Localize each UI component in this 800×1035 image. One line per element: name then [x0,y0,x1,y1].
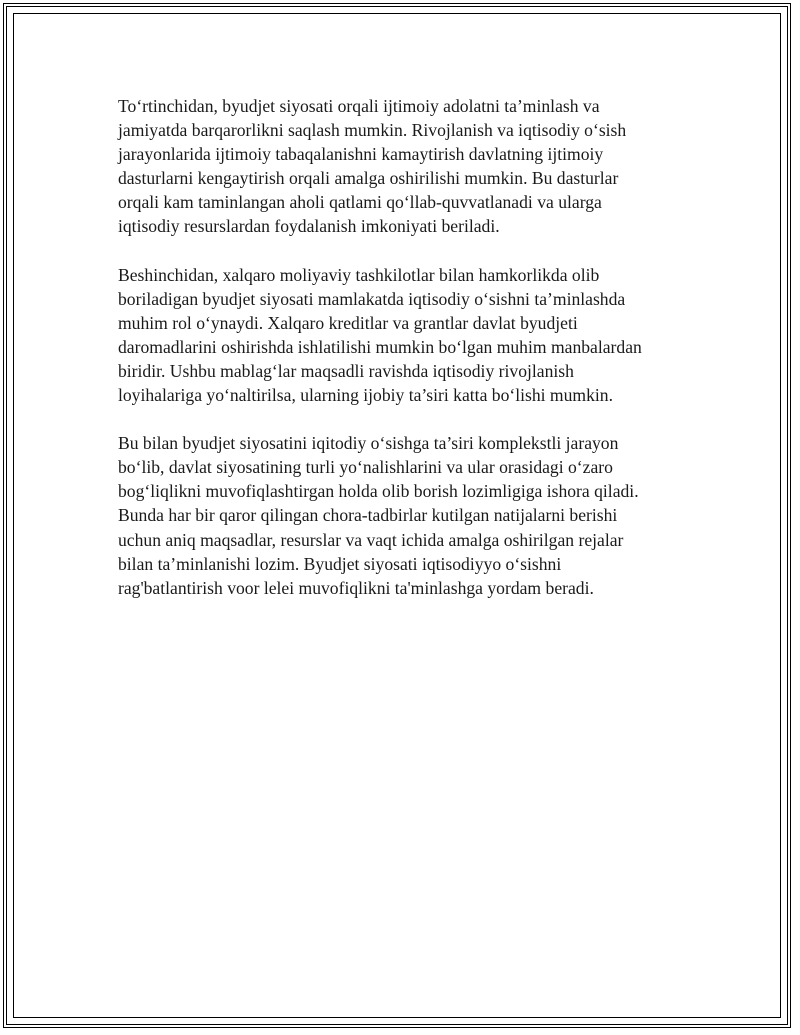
text-line: Bu bilan byudjet siyosatini iqitodiy o‘sishga ta’siri komplekstli jarayon [118,433,619,454]
text-line: loyihalariga yo‘naltirilsa, ularning ijobiy ta’siri katta bo‘lishi mumkin. [118,385,613,406]
text-line: Bunda har bir qaror qilingan chora-tadbirlar kutilgan natijalarni berishi [118,505,618,526]
text-line: muhim rol o‘ynaydi. Xalqaro kreditlar va grantlar davlat byudjeti [118,312,578,333]
paragraph-1 [118,94,678,239]
text-line: biridir. Ushbu mablag‘lar maqsadli ravishda iqtisodiy rivojlanish [118,360,574,381]
text-line: iqtisodiy resurslardan foydalanish imkoniyati beriladi. [118,216,500,237]
text-line: jamiyatda barqarorlikni saqlash mumkin. Rivojlanish va iqtisodiy o‘sish [118,120,627,141]
paragraph-3 [118,431,678,600]
text-line: Beshinchidan, xalqaro moliyaviy tashkilotlar bilan hamkorlikda olib [118,264,600,285]
paragraph-2 [118,263,678,408]
text-line: dasturlarni kengaytirish orqali amalga oshirilishi mumkin. Bu dasturlar [118,168,619,189]
text-line: bog‘liqlikni muvofiqlashtirgan holda olib borish lozimligiga ishora qiladi. [118,481,639,502]
text-line: uchun aniq maqsadlar, resurslar va vaqt ichida amalga oshirilgan rejalar [118,529,624,550]
text-line: jarayonlarida ijtimoiy tabaqalanishni kamaytirish davlatning ijtimoiy [118,144,604,165]
document-body [118,94,678,624]
text-line: orqali kam taminlangan aholi qatlami qo‘llab-quvvatlanadi va ularga [118,192,602,213]
text-line: bo‘lib, davlat siyosatining turli yo‘nalishlarini va ular orasidagi o‘zaro [118,457,613,478]
text-line: rag'batlantirish voor lelei muvofiqlikni ta'minlashga yordam beradi. [118,577,594,598]
text-line: To‘rtinchidan, byudjet siyosati orqali ijtimoiy adolatni ta’minlash va [118,96,600,116]
text-line: boriladigan byudjet siyosati mamlakatda iqtisodiy o‘sishni ta’minlashda [118,288,626,309]
text-line: daromadlarini oshirishda ishlatilishi mumkin bo‘lgan muhim manbalardan [118,336,642,357]
text-line: bilan ta’minlanishi lozim. Byudjet siyosati iqtisodiyyo o‘sishni [118,553,562,574]
